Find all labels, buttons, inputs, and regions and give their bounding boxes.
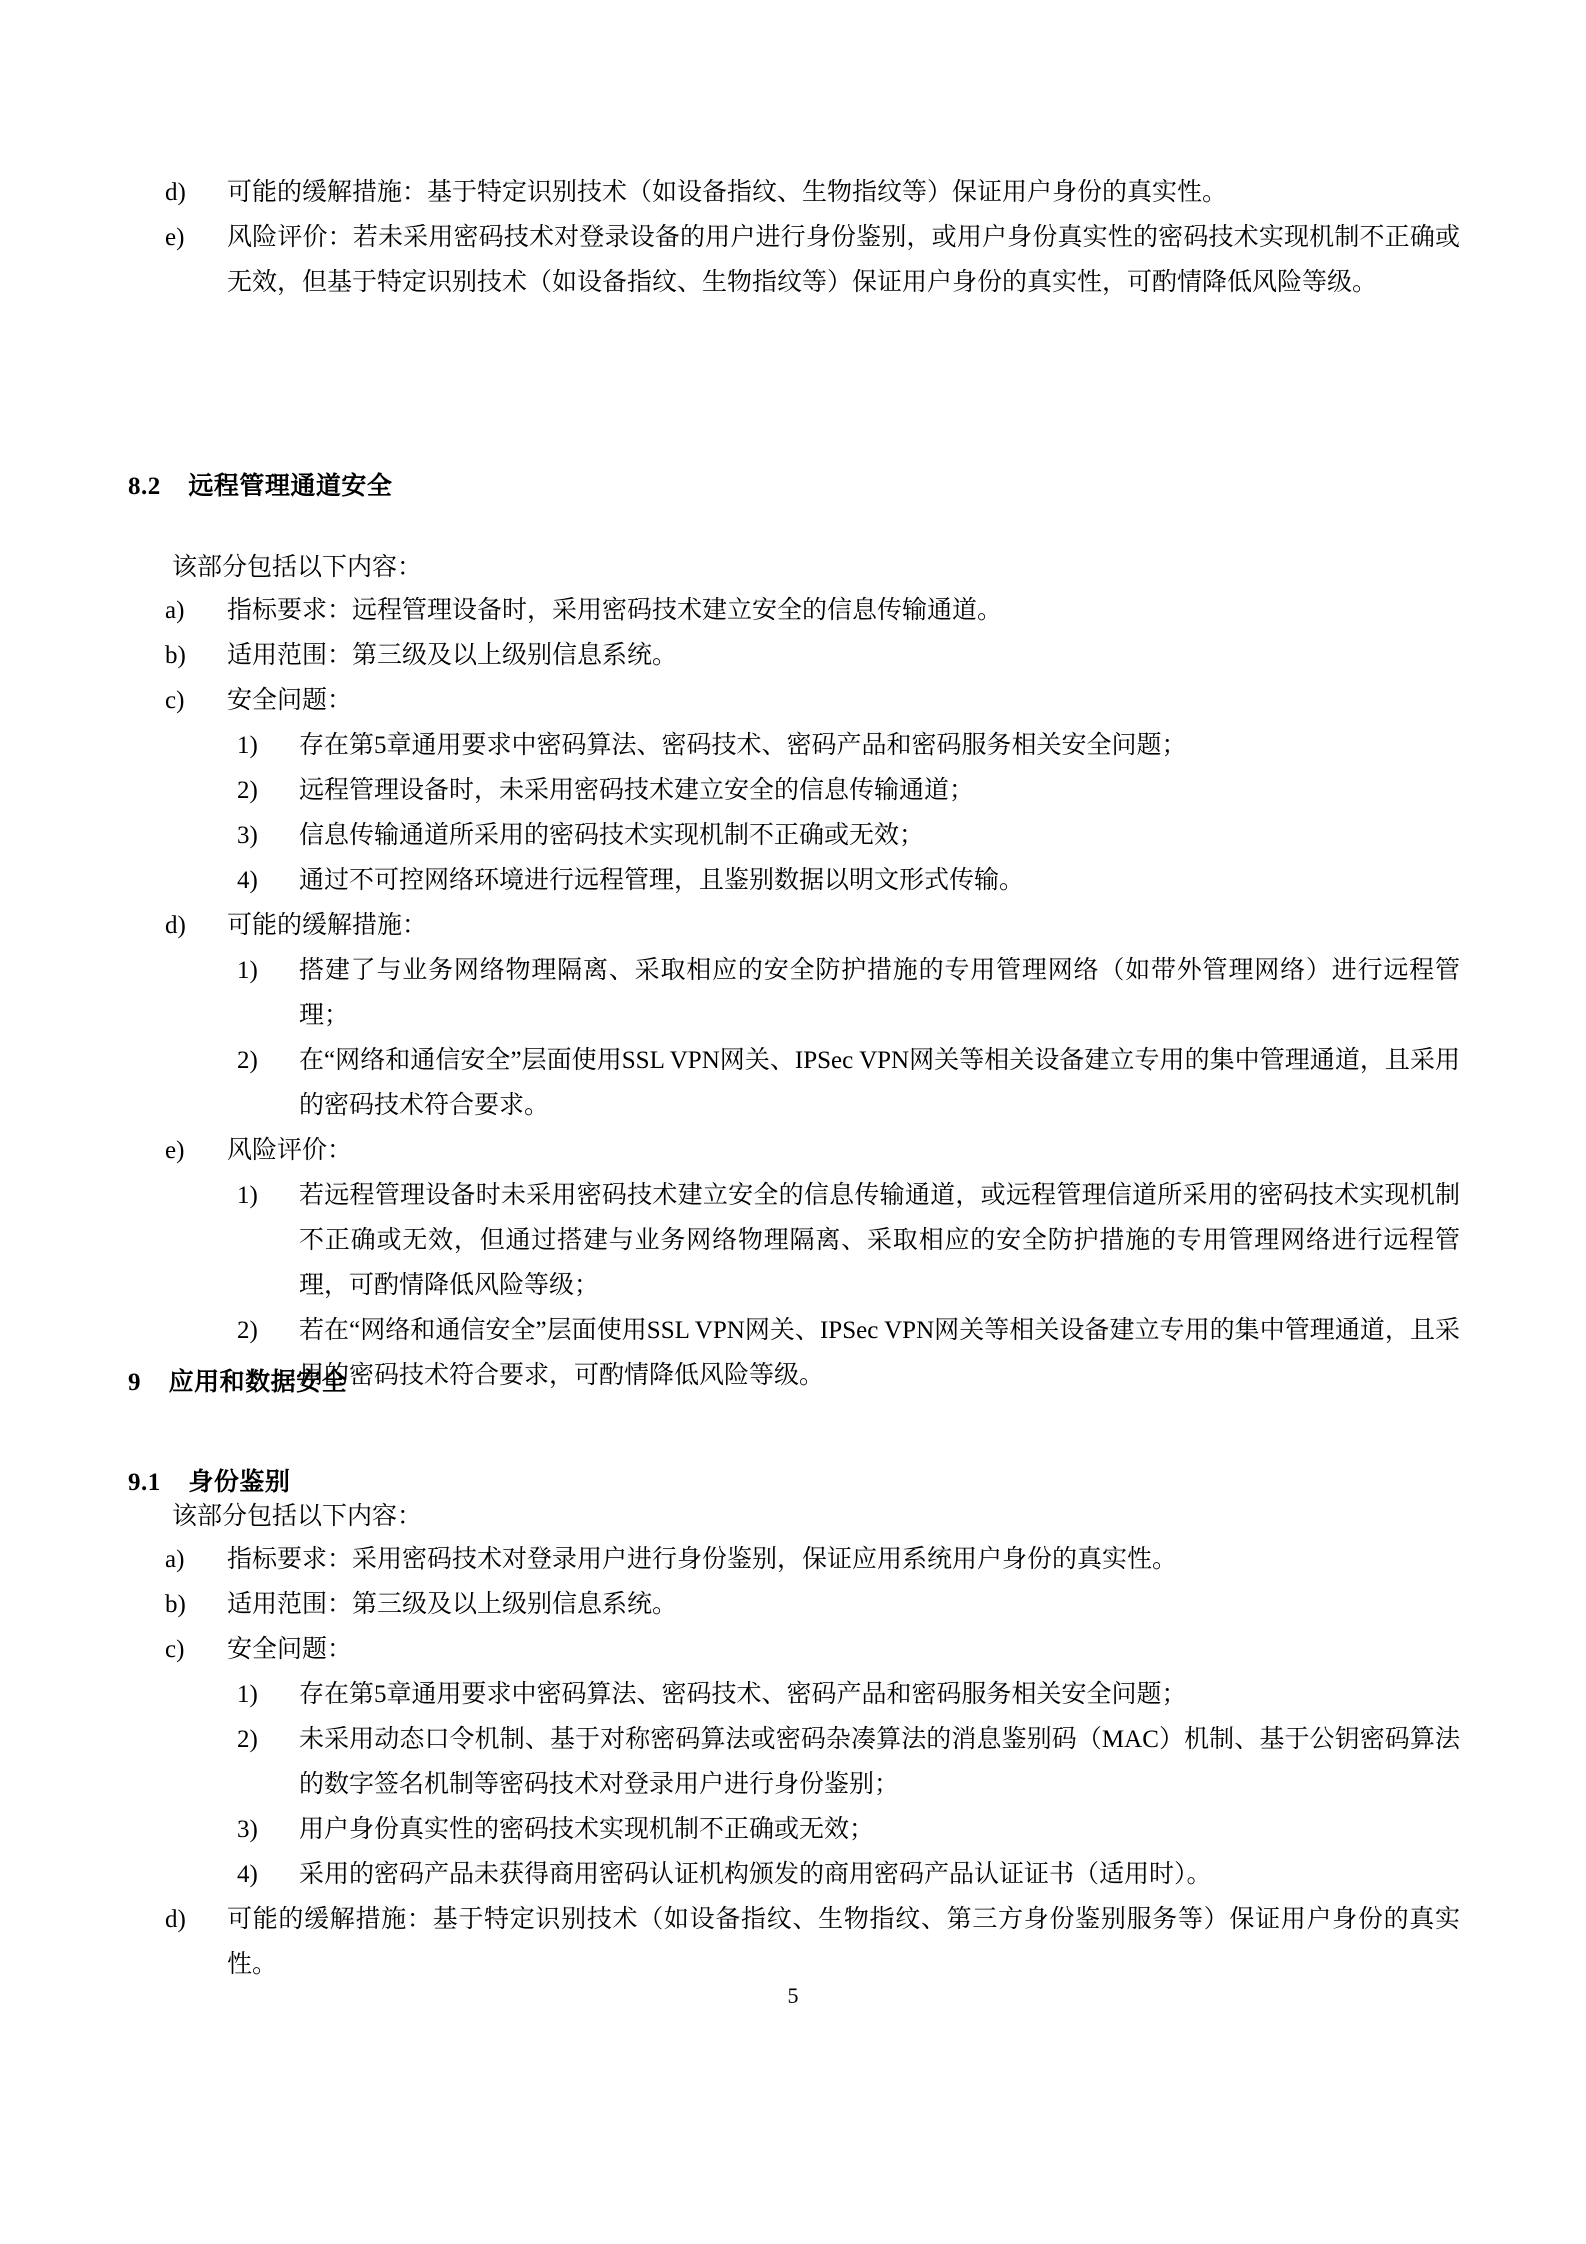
- sub-list-item: [237, 723, 1460, 768]
- list-item: [165, 1627, 1460, 1672]
- list-item: [165, 633, 1460, 678]
- sub-list-item: [237, 1717, 1460, 1807]
- page-number: 5: [787, 1983, 799, 2008]
- sub-list-marker: 2): [237, 1317, 258, 1344]
- sub-list-text: 若远程管理设备时未采用密码技术建立安全的信息传输通道，或远程管理信道所采用的密码技术实现机制不正确或无效，但通过搭建与业务网络物理隔离、采取相应的安全防护措施的专用管理网络进行远程管理，可酌情降低风险等级；: [299, 1182, 1460, 1299]
- list-item: [165, 588, 1460, 633]
- list-marker: a): [165, 597, 185, 624]
- heading-9-1: [128, 1462, 290, 1498]
- sub-list-text: 信息传输通道所采用的密码技术实现机制不正确或无效；: [299, 822, 925, 849]
- sub-list-text: 采用的密码产品未获得商用密码认证机构颁发的商用密码产品认证证书（适用时）。: [299, 1861, 1212, 1888]
- heading-number: 9.1: [128, 1469, 161, 1496]
- heading-title: 身份鉴别: [188, 1467, 291, 1496]
- list-marker: e): [165, 224, 185, 251]
- sub-list-marker: 4): [237, 867, 258, 894]
- sub-list-item: [237, 1807, 1460, 1852]
- sub-list-item: [237, 1672, 1460, 1717]
- sub-list-item: [237, 948, 1460, 1038]
- list-item: [165, 678, 1460, 723]
- list-marker: c): [165, 1636, 185, 1663]
- list-marker: d): [165, 912, 186, 939]
- heading-9: [128, 1362, 347, 1398]
- list-marker: e): [165, 1137, 185, 1164]
- list-item: [165, 1128, 1460, 1173]
- list-item: [165, 1537, 1460, 1582]
- list-marker: b): [165, 1591, 186, 1618]
- sub-list-item: [237, 813, 1460, 858]
- sub-list-marker: 4): [237, 1861, 258, 1888]
- sub-list-marker: 2): [237, 777, 258, 804]
- sub-list-text: 存在第5章通用要求中密码算法、密码技术、密码产品和密码服务相关安全问题；: [299, 1681, 1187, 1708]
- section-8-2-list: [165, 588, 1460, 1398]
- heading-8-2: [128, 466, 392, 502]
- list-text: 指标要求：采用密码技术对登录用户进行身份鉴别，保证应用系统用户身份的真实性。: [227, 1546, 1178, 1573]
- sub-list-marker: 3): [237, 822, 258, 849]
- section-9-1-intro: 该部分包括以下内容：: [172, 1503, 423, 1530]
- list-text: 风险评价：若未采用密码技术对登录设备的用户进行身份鉴别，或用户身份真实性的密码技术实现机制不正确或无效，但基于特定识别技术（如设备指纹、生物指纹等）保证用户身份的真实性，可酌情降低风险等级。: [227, 224, 1460, 296]
- heading-title: 应用和数据安全: [168, 1367, 348, 1396]
- sub-list-marker: 2): [237, 1726, 258, 1753]
- list-item: [165, 1897, 1460, 1987]
- list-item: [165, 1582, 1460, 1627]
- sub-list-text: 若在“网络和通信安全”层面使用SSL VPN网关、IPSec VPN网关等相关设备建立专用的集中管理通道，且采用的密码技术符合要求，可酌情降低风险等级。: [299, 1317, 1460, 1389]
- section-8-2-intro: 该部分包括以下内容：: [172, 554, 423, 581]
- sub-list-marker: 1): [237, 1681, 258, 1708]
- list-marker: d): [165, 179, 186, 206]
- list-marker: c): [165, 687, 185, 714]
- sub-list-item: [237, 768, 1460, 813]
- list-text: 可能的缓解措施：: [227, 912, 428, 939]
- sub-list-marker: 2): [237, 1047, 258, 1074]
- sub-list-text: 在“网络和通信安全”层面使用SSL VPN网关、IPSec VPN网关等相关设备建立专用的集中管理通道，且采用的密码技术符合要求。: [299, 1047, 1460, 1119]
- list-text: 适用范围：第三级及以上级别信息系统。: [227, 642, 678, 669]
- list-text: 可能的缓解措施：基于特定识别技术（如设备指纹、生物指纹、第三方身份鉴别服务等）保证用户身份的真实性。: [227, 1906, 1460, 1978]
- sub-list-marker: 1): [237, 1182, 258, 1209]
- sub-list-marker: 1): [237, 957, 258, 984]
- sub-list-text: 存在第5章通用要求中密码算法、密码技术、密码产品和密码服务相关安全问题；: [299, 732, 1187, 759]
- list-item: [165, 170, 1460, 215]
- sub-list-text: 通过不可控网络环境进行远程管理，且鉴别数据以明文形式传输。: [299, 867, 1025, 894]
- list-text: 可能的缓解措施：基于特定识别技术（如设备指纹、生物指纹等）保证用户身份的真实性。: [227, 179, 1228, 206]
- list-text: 指标要求：远程管理设备时，采用密码技术建立安全的信息传输通道。: [227, 597, 1003, 624]
- section-8-1-continuation: [165, 170, 1460, 305]
- heading-title: 远程管理通道安全: [188, 471, 393, 500]
- sub-list-text: 远程管理设备时，未采用密码技术建立安全的信息传输通道；: [299, 777, 975, 804]
- list-marker: a): [165, 1546, 185, 1573]
- sub-list-text: 未采用动态口令机制、基于对称密码算法或密码杂凑算法的消息鉴别码（MAC）机制、基于公钥密码算法的数字签名机制等密码技术对登录用户进行身份鉴别；: [299, 1726, 1460, 1798]
- sub-list-item: [237, 858, 1460, 903]
- list-text: 适用范围：第三级及以上级别信息系统。: [227, 1591, 678, 1618]
- sub-list-text: 用户身份真实性的密码技术实现机制不正确或无效；: [299, 1816, 875, 1843]
- list-item: [165, 215, 1460, 305]
- sub-list-item: [237, 1038, 1460, 1128]
- sub-list-item: [237, 1173, 1460, 1308]
- sub-list-item: [237, 1852, 1460, 1897]
- sub-list-marker: 3): [237, 1816, 258, 1843]
- sub-list-text: 搭建了与业务网络物理隔离、采取相应的安全防护措施的专用管理网络（如带外管理网络）进行远程管理；: [299, 957, 1460, 1029]
- list-marker: b): [165, 642, 186, 669]
- heading-number: 8.2: [128, 473, 161, 500]
- sub-list-marker: 1): [237, 732, 258, 759]
- heading-number: 9: [128, 1369, 141, 1396]
- list-marker: d): [165, 1906, 186, 1933]
- sub-list-item: [237, 1308, 1460, 1398]
- list-text: 安全问题：: [227, 687, 353, 714]
- list-text: 安全问题：: [227, 1636, 353, 1663]
- list-text: 风险评价：: [227, 1137, 353, 1164]
- list-item: [165, 903, 1460, 948]
- section-9-1-list: [165, 1537, 1460, 1987]
